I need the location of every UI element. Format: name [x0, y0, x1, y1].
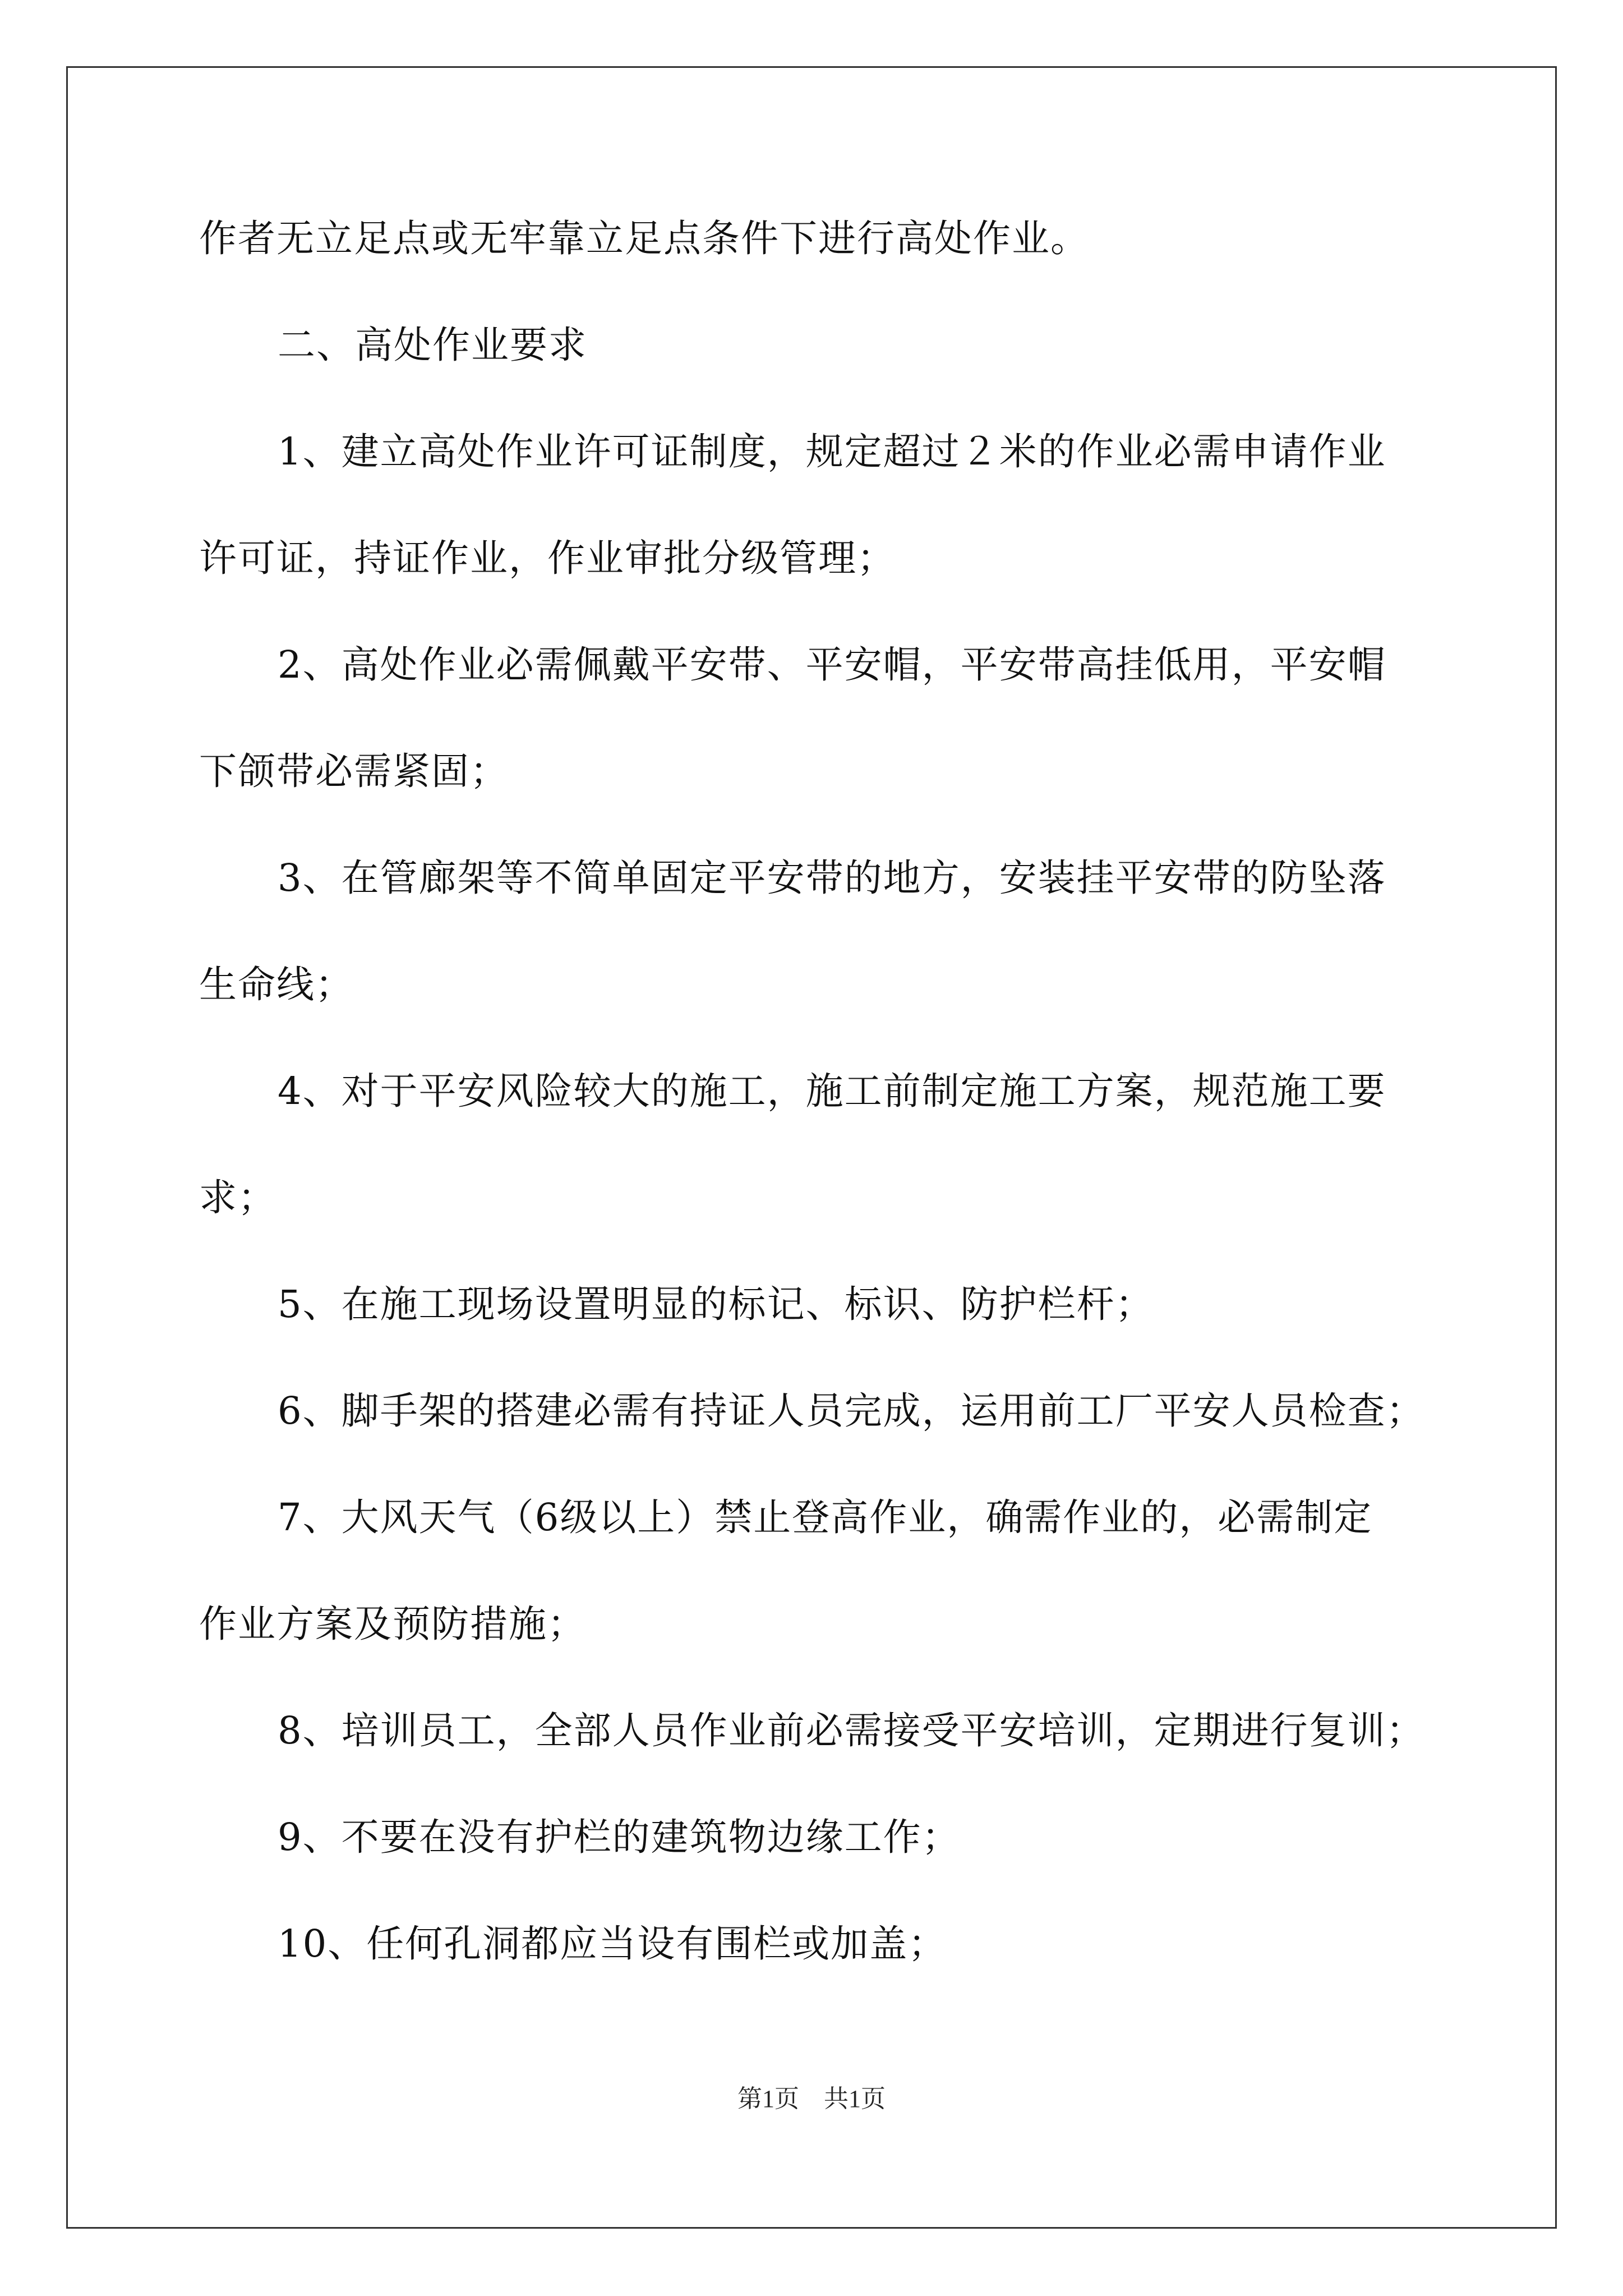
list-item-line: 2、高处作业必需佩戴平安带、平安帽，平安带高挂低用，平安帽	[278, 643, 1386, 687]
list-item-line: 10、任何孔洞都应当设有围栏或加盖；	[278, 1922, 947, 1966]
list-item-line: 下颌带必需紧固；	[199, 749, 509, 793]
page-border	[66, 66, 1557, 2229]
list-item-line: 5、在施工现场设置明显的标记、标识、防护栏杆；	[278, 1282, 1154, 1326]
list-item-line: 9、不要在没有护栏的建筑物边缘工作；	[278, 1815, 961, 1859]
list-item-line: 7、大风天气（6级以上）禁止登高作业，确需作业的，必需制定	[278, 1496, 1373, 1539]
page-footer: 第1页 共1页	[737, 2085, 886, 2113]
list-item-line: 6、脚手架的搭建必需有持证人员完成，运用前工厂平安人员检查；	[278, 1389, 1425, 1433]
list-item-line: 8、培训员工，全部人员作业前必需接受平安培训，定期进行复训；	[278, 1709, 1425, 1752]
list-item-line: 作业方案及预防措施；	[199, 1602, 586, 1646]
list-item-line: 1、建立高处作业许可证制度，规定超过２米的作业必需申请作业	[278, 430, 1386, 473]
list-item-line: 求；	[199, 1176, 276, 1220]
list-item-line: 生命线；	[199, 963, 354, 1006]
section-heading: 二、高处作业要求	[278, 323, 587, 367]
paragraph-line: 作者无立足点或无牢靠立足点条件下进行高处作业。	[199, 217, 1089, 260]
list-item-line: 3、在管廊架等不简单固定平安带的地方，安装挂平安带的防坠落	[278, 856, 1386, 900]
list-item-line: 许可证，持证作业，作业审批分级管理；	[199, 536, 896, 580]
list-item-line: 4、对于平安风险较大的施工，施工前制定施工方案，规范施工要	[278, 1069, 1386, 1113]
